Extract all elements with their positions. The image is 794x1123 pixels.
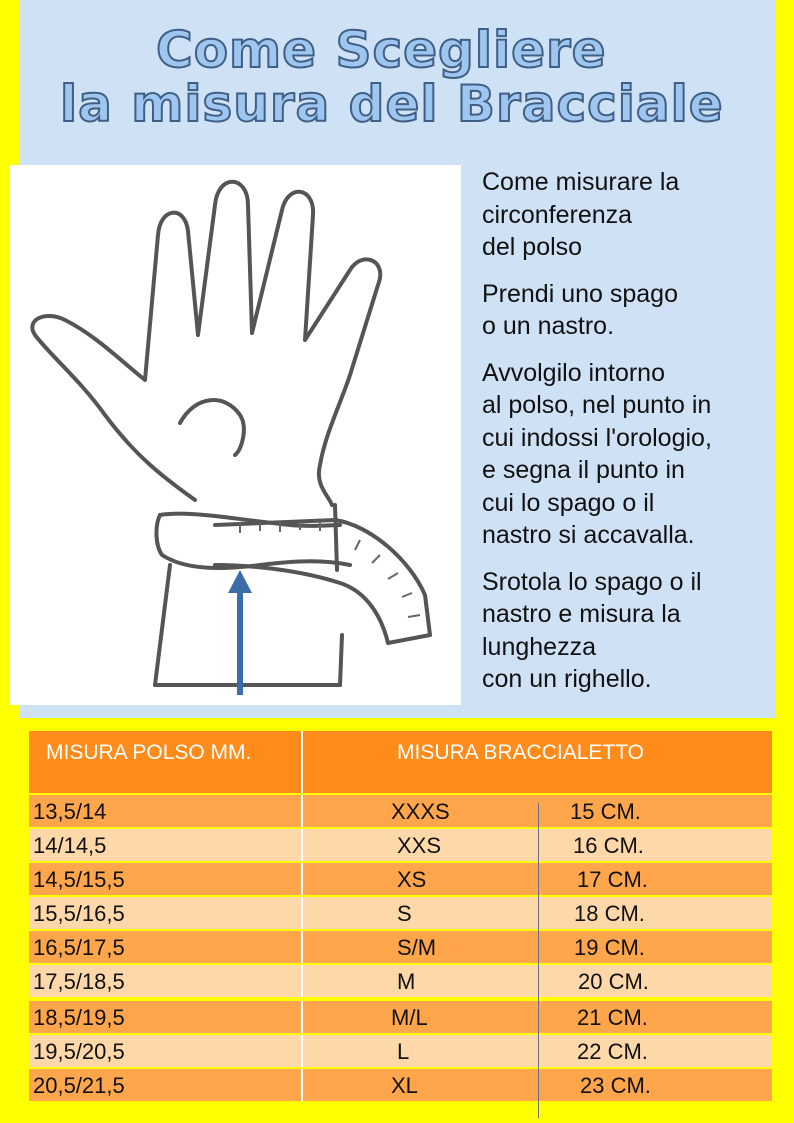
cell-wrist: 14,5/15,5 — [33, 867, 125, 892]
cell-size: S/M — [397, 935, 437, 960]
cell-size: XL — [391, 1073, 418, 1098]
cell-length: 21 CM. — [577, 1005, 648, 1030]
cell-wrist: 17,5/18,5 — [33, 969, 125, 994]
table-row — [29, 829, 772, 861]
cell-length: 20 CM. — [578, 969, 649, 994]
cell-size: M/L — [391, 1005, 428, 1030]
cell-wrist: 16,5/17,5 — [33, 935, 125, 960]
instruction-step-2: Avvolgilo intorno al polso, nel punto in cui indossi l'orologio, e segna il punto in cui lo spago o il nastro si accavalla. — [482, 358, 712, 549]
cell-size: XXXS — [391, 799, 450, 824]
cell-wrist: 20,5/21,5 — [33, 1073, 125, 1098]
cell-wrist: 15,5/16,5 — [33, 901, 125, 926]
cell-wrist: 13,5/14 — [33, 799, 107, 824]
row-divider — [301, 965, 303, 997]
row-divider — [301, 1035, 303, 1067]
column-separator-line — [538, 803, 539, 1118]
row-divider — [301, 829, 303, 861]
instruction-heading: Come misurare la circonferenza del polso — [482, 168, 680, 261]
row-divider — [301, 931, 303, 963]
cell-size: L — [397, 1039, 410, 1064]
row-divider — [301, 863, 303, 895]
cell-wrist: 19,5/20,5 — [33, 1039, 125, 1064]
table-row — [29, 965, 772, 997]
page-title-line-2: la misura del Bracciale — [60, 75, 724, 133]
arrow-up-icon — [228, 570, 252, 695]
table-row — [29, 1035, 772, 1067]
cell-length: 17 CM. — [577, 867, 648, 892]
cell-size: XXS — [397, 833, 442, 858]
cell-length: 19 CM. — [574, 935, 645, 960]
table-header — [29, 731, 772, 793]
cell-length: 18 CM. — [574, 901, 645, 926]
cell-wrist: 18,5/19,5 — [33, 1005, 125, 1030]
hand-illustration — [10, 165, 461, 705]
page-title-line-1: Come Scegliere — [156, 21, 607, 79]
table-row — [29, 1001, 772, 1033]
cell-wrist: 14/14,5 — [33, 833, 107, 858]
cell-length: 23 CM. — [580, 1073, 651, 1098]
cell-length: 15 CM. — [570, 799, 641, 824]
instruction-step-1: Prendi uno spago o un nastro. — [482, 279, 678, 340]
row-divider — [301, 1001, 303, 1033]
row-divider — [301, 795, 303, 827]
row-divider — [301, 897, 303, 929]
table-row — [29, 897, 772, 929]
table-row — [29, 795, 772, 827]
size-table — [29, 731, 772, 1106]
row-divider — [301, 1069, 303, 1101]
cell-size: S — [397, 901, 412, 926]
instruction-step-3: Srotola lo spago o il nastro e misura la lunghezza con un righello. — [482, 567, 702, 693]
cell-size: M — [397, 969, 416, 994]
table-row — [29, 931, 772, 963]
table-row — [29, 1069, 772, 1101]
hand-measuring-wrist-icon — [10, 165, 461, 705]
instructions — [482, 166, 782, 710]
header-divider — [301, 731, 303, 793]
table-row — [29, 863, 772, 895]
cell-length: 22 CM. — [577, 1039, 648, 1064]
cell-size: XS — [397, 867, 427, 892]
cell-length: 16 CM. — [573, 833, 644, 858]
header-bracelet: MISURA BRACCIALETTO — [397, 741, 644, 764]
header-wrist: MISURA POLSO MM. — [46, 741, 252, 764]
